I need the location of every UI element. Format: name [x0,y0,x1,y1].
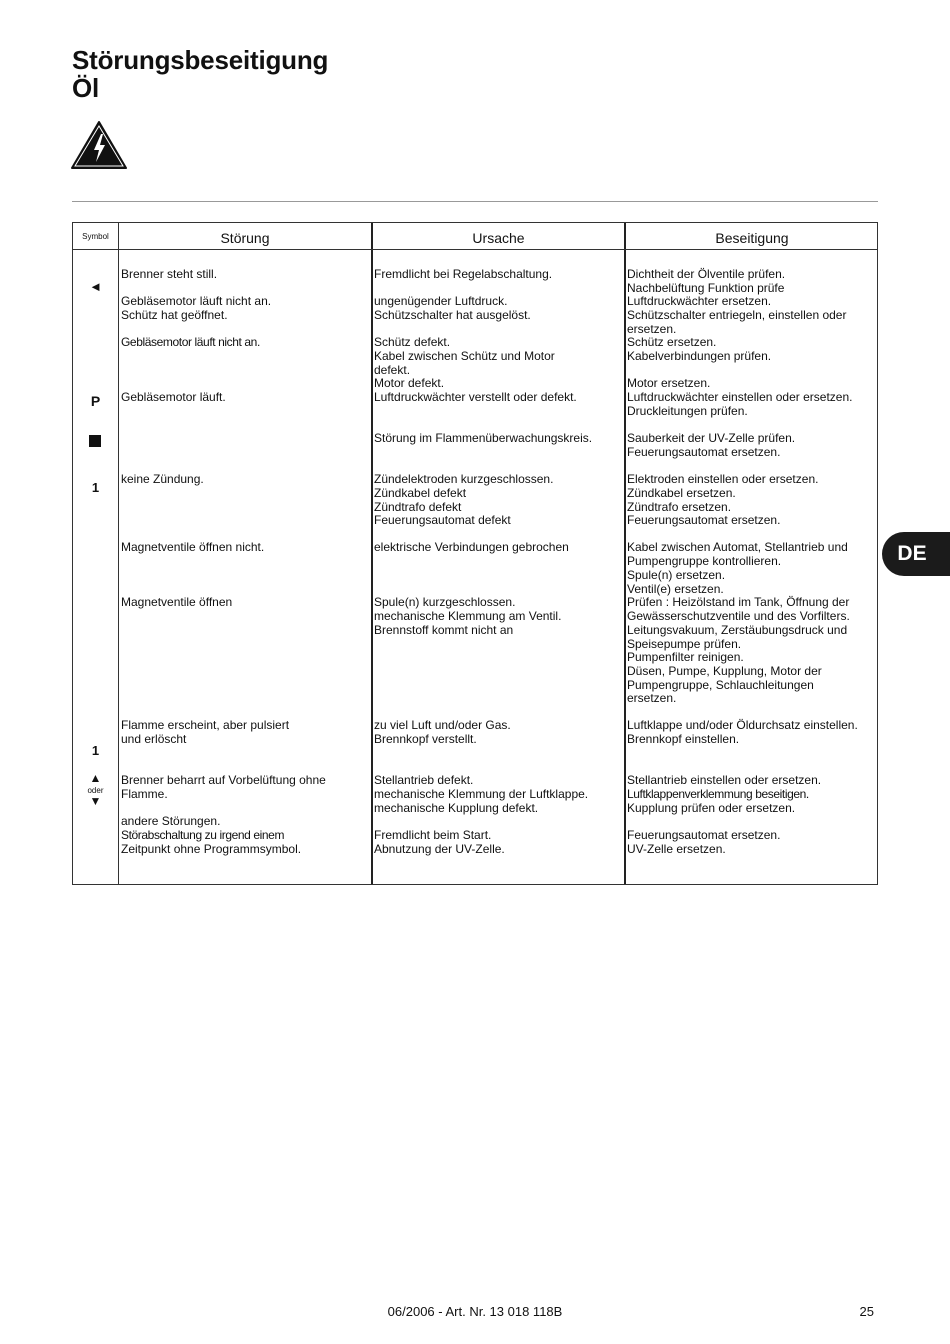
beseitigung-text: Leitungsvakuum, Zerstäubungsdruck und [627,623,848,637]
troubleshooting-table [72,222,878,885]
page-title-line1: Störungsbeseitigung [72,45,329,75]
one-symbol: 1 [91,743,100,758]
beseitigung-text: Zündkabel ersetzen. [627,486,736,500]
stoerung-text: Brenner steht still. [121,267,218,281]
ursache-text: elektrische Verbindungen gebrochen [374,540,569,554]
ursache-text: Zündkabel defekt [374,486,467,500]
header-ursache: Ursache [472,230,525,246]
beseitigung-text: Schütz ersetzen. [627,335,717,349]
beseitigung-text: Feuerungsautomat ersetzen. [627,445,781,459]
beseitigung-text: Zündtrafo ersetzen. [627,500,732,514]
stoerung-text: Flamme erscheint, aber pulsiert [121,718,290,732]
p-symbol: P [90,393,101,409]
beseitigung-text: Pumpenfilter reinigen. [627,650,744,664]
beseitigung-text: Pumpengruppe, Schlauchleitungen [627,678,814,692]
stoerung-text: Brenner beharrt auf Vorbelüftung ohne [121,773,326,787]
beseitigung-text: Elektroden einstellen oder ersetzen. [627,472,819,486]
ursache-text: Fremdlicht bei Regelabschaltung. [374,267,553,281]
beseitigung-text: Brennkopf einstellen. [627,732,740,746]
ursache-text: Brennstoff kommt nicht an [374,623,514,637]
triangle-up-symbol-icon: ▲ [89,771,102,785]
beseitigung-text: Feuerungsautomat ersetzen. [627,513,781,527]
ursache-text: Schützschalter hat ausgelöst. [374,308,531,322]
beseitigung-text: Luftklappe und/oder Öldurchsatz einstellen. [627,718,858,732]
beseitigung-text: Sauberkeit der UV-Zelle prüfen. [627,431,796,445]
beseitigung-text: Ventil(e) ersetzen. [627,582,724,596]
beseitigung-text: Kabelverbindungen prüfen. [627,349,772,363]
beseitigung-text: Motor ersetzen. [627,376,711,390]
ursache-text: Abnutzung der UV-Zelle. [374,842,505,856]
header-divider [73,249,877,250]
beseitigung-text: Prüfen : Heizölstand im Tank, Öffnung der [627,595,850,609]
page-title [72,46,328,102]
beseitigung-text: Schützschalter entriegeln, einstellen oder [627,308,847,322]
ursache-text: mechanische Kupplung defekt. [374,801,539,815]
header-beseitigung: Beseitigung [715,230,789,246]
beseitigung-text: Speisepumpe prüfen. [627,637,742,651]
page-number: 25 [859,1304,874,1319]
beseitigung-text: Stellantrieb einstellen oder ersetzen. [627,773,822,787]
ursache-text: Spule(n) kurzgeschlossen. [374,595,516,609]
header-symbol: Symbol [82,232,109,241]
high-voltage-warning-icon [70,120,128,170]
ursache-text: Stellantrieb defekt. [374,773,474,787]
ursache-text: mechanische Klemmung am Ventil. [374,609,562,623]
page-title-line2: Öl [72,73,100,103]
ursache-text: Motor defekt. [374,376,445,390]
stoerung-text: Gebläsemotor läuft nicht an. [121,335,260,349]
stoerung-text: Magnetventile öffnen nicht. [121,540,265,554]
ursache-text: Feuerungsautomat defekt [374,513,511,527]
beseitigung-text: Düsen, Pumpe, Kupplung, Motor der [627,664,822,678]
stoerung-text: und erlöscht [121,732,187,746]
column-divider [371,223,373,884]
stoerung-text: andere Störungen. [121,814,221,828]
column-divider [118,223,119,884]
beseitigung-text: Gewässerschutzventile und des Vorfilters. [627,609,850,623]
arrow-left-symbol-icon: ◄ [89,279,102,294]
ursache-text: Fremdlicht beim Start. [374,828,492,842]
header-stoerung: Störung [220,230,270,246]
column-divider [624,223,626,884]
triangle-down-symbol-icon: ▼ [89,794,102,808]
beseitigung-text: Dichtheit der Ölventile prüfen. [627,267,786,281]
stoerung-text: Störabschaltung zu irgend einem [121,828,285,842]
ursache-text: Störung im Flammenüberwachungskreis. [374,431,593,445]
ursache-text: Zündelektroden kurzgeschlossen. [374,472,554,486]
stoerung-text: Gebläsemotor läuft. [121,390,226,404]
beseitigung-text: Pumpengruppe kontrollieren. [627,554,782,568]
language-tab-label: DE [897,542,927,565]
beseitigung-text: ersetzen. [627,322,677,336]
ursache-text: ungenügender Luftdruck. [374,294,508,308]
beseitigung-text: Spule(n) ersetzen. [627,568,726,582]
stoerung-text: keine Zündung. [121,472,204,486]
stoerung-text: Zeitpunkt ohne Programmsymbol. [121,842,302,856]
separator-line [72,201,878,202]
stoerung-text: Magnetventile öffnen [121,595,233,609]
stoerung-text: Flamme. [121,787,168,801]
stoerung-text: Schütz hat geöffnet. [121,308,228,322]
beseitigung-text: Luftdruckwächter ersetzen. [627,294,772,308]
beseitigung-text: UV-Zelle ersetzen. [627,842,726,856]
beseitigung-text: Nachbelüftung Funktion prüfe [627,281,785,295]
ursache-text: Luftdruckwächter verstellt oder defekt. [374,390,577,404]
beseitigung-text: Luftklappenverklemmung beseitigen. [627,787,809,801]
ursache-text: zu viel Luft und/oder Gas. [374,718,511,732]
ursache-text: mechanische Klemmung der Luftklappe. [374,787,589,801]
ursache-text: Zündtrafo defekt [374,500,462,514]
footer-text: 06/2006 - Art. Nr. 13 018 118B [387,1304,563,1319]
ursache-text: defekt. [374,363,411,377]
square-symbol-icon [89,435,101,447]
beseitigung-text: Druckleitungen prüfen. [627,404,748,418]
beseitigung-text: ersetzen. [627,691,677,705]
ursache-text: Schütz defekt. [374,335,451,349]
ursache-text: Kabel zwischen Schütz und Motor [374,349,555,363]
one-symbol: 1 [91,480,100,495]
beseitigung-text: Kupplung prüfen oder ersetzen. [627,801,796,815]
ursache-text: Brennkopf verstellt. [374,732,477,746]
beseitigung-text: Luftdruckwächter einstellen oder ersetzen. [627,390,853,404]
stoerung-text: Gebläsemotor läuft nicht an. [121,294,272,308]
oder-label: oder [87,786,104,795]
beseitigung-text: Feuerungsautomat ersetzen. [627,828,781,842]
beseitigung-text: Kabel zwischen Automat, Stellantrieb und [627,540,848,554]
